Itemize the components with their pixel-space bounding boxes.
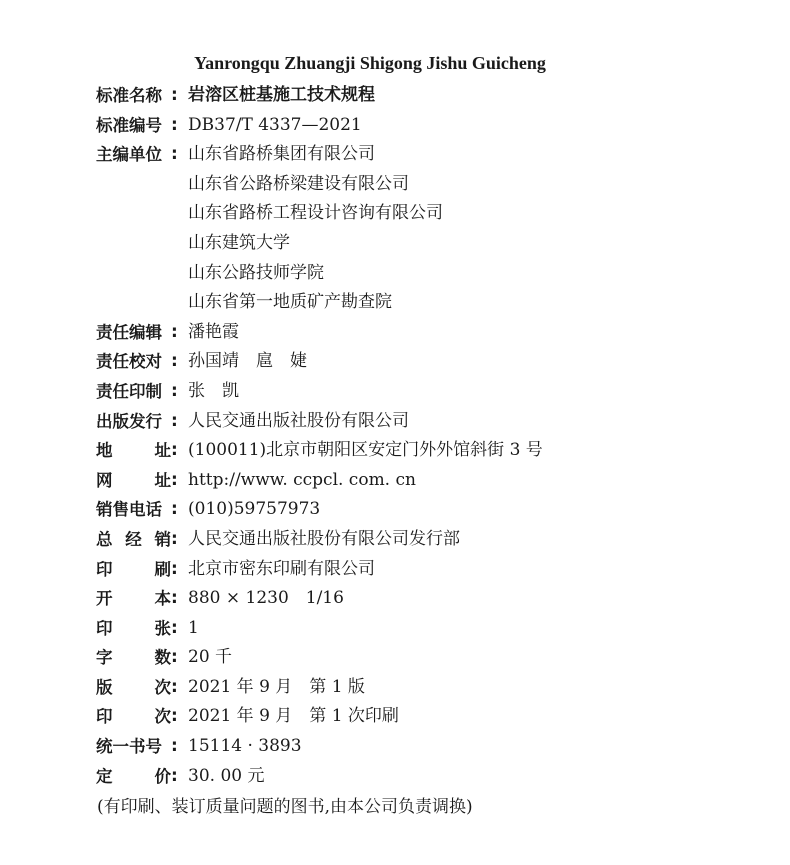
field-value: 北京市密东印刷有限公司 — [188, 558, 375, 579]
field-value: 20 千 — [188, 647, 233, 668]
field-label: 标准名称 — [96, 86, 162, 105]
field-separator: : — [171, 114, 178, 135]
colophon-fields — [96, 81, 543, 791]
field-value: 30. 00 元 — [188, 765, 265, 786]
colophon-row — [96, 643, 543, 673]
field-value: 山东建筑大学 — [188, 232, 290, 253]
field-value: 孙国靖 扈 婕 — [188, 351, 307, 372]
field-label: 责任印制 — [96, 381, 162, 401]
colophon-row — [96, 229, 543, 259]
colophon-row — [96, 111, 543, 141]
colophon-row — [96, 259, 543, 289]
colophon-row — [96, 170, 543, 200]
colophon-row — [96, 140, 543, 170]
field-separator: : — [171, 85, 178, 105]
field-label: 网 址 — [96, 470, 171, 490]
field-label: 定 价 — [96, 766, 171, 786]
colophon-row — [96, 377, 543, 407]
colophon-row — [96, 584, 543, 614]
colophon-row — [96, 732, 543, 762]
colophon-row — [96, 495, 543, 525]
field-separator: : — [171, 144, 178, 165]
field-label: 统一书号 — [96, 737, 162, 757]
colophon-row — [96, 525, 543, 555]
field-label: 印 次 — [96, 707, 171, 727]
colophon-row — [96, 318, 543, 348]
field-value: 张 凯 — [188, 380, 239, 401]
field-label — [96, 288, 171, 318]
colophon-row — [96, 555, 543, 585]
field-value: 岩溶区桩基施工技术规程 — [188, 85, 375, 105]
field-separator — [171, 288, 188, 318]
field-label: 总 经 销 — [96, 529, 171, 549]
field-label — [96, 229, 171, 259]
field-label: 印 刷 — [96, 559, 171, 579]
field-value: 2021 年 9 月 第 1 版 — [188, 676, 365, 697]
field-separator: : — [171, 528, 178, 549]
field-label: 版 次 — [96, 677, 171, 697]
colophon-row — [96, 702, 543, 732]
field-label: 出版发行 — [96, 411, 162, 431]
field-value: 15114 · 3893 — [188, 736, 302, 757]
pinyin-title: Yanrongqu Zhuangji Shigong Jishu Guicheng — [194, 53, 546, 73]
field-separator: : — [171, 321, 178, 342]
colophon-row — [96, 347, 543, 377]
field-value: 潘艳霞 — [188, 321, 239, 342]
field-label: 责任校对 — [96, 352, 162, 372]
field-value: 人民交通出版社股份有限公司发行部 — [188, 528, 460, 549]
field-separator: : — [171, 765, 178, 786]
field-value: 山东省公路桥梁建设有限公司 — [188, 173, 409, 194]
field-separator: : — [171, 440, 178, 461]
colophon-row — [96, 81, 543, 111]
field-separator: : — [171, 588, 178, 609]
field-separator: : — [171, 647, 178, 668]
quality-note: (有印刷、装订质量问题的图书,由本公司负责调换) — [97, 797, 473, 817]
field-label: 销售电话 — [96, 500, 162, 520]
field-label: 地 址 — [96, 441, 171, 461]
field-separator: : — [171, 410, 178, 431]
field-separator: : — [171, 706, 178, 727]
field-separator — [171, 199, 188, 229]
field-separator: : — [171, 558, 178, 579]
field-value: 2021 年 9 月 第 1 次印刷 — [188, 706, 399, 727]
field-value: 880 × 1230 1/16 — [188, 588, 344, 609]
field-separator — [171, 170, 188, 200]
field-separator: : — [171, 676, 178, 697]
field-value: http://www. ccpcl. com. cn — [188, 469, 416, 490]
colophon-row — [96, 436, 543, 466]
field-separator: : — [171, 380, 178, 401]
colophon-row — [96, 407, 543, 437]
field-separator: : — [171, 351, 178, 372]
field-value: 人民交通出版社股份有限公司 — [188, 410, 409, 431]
field-label — [96, 199, 171, 229]
field-label — [96, 170, 171, 200]
field-value: (010)59757973 — [188, 499, 321, 520]
field-label: 标准编号 — [96, 115, 162, 135]
field-label: 印 张 — [96, 618, 171, 638]
field-separator — [171, 229, 188, 259]
field-label: 责任编辑 — [96, 322, 162, 342]
field-value: 山东省路桥工程设计咨询有限公司 — [188, 203, 443, 224]
field-separator: : — [171, 469, 178, 490]
colophon-row — [96, 199, 543, 229]
field-separator: : — [171, 617, 178, 638]
field-value: DB37/T 4337—2021 — [188, 114, 362, 135]
colophon-row — [96, 466, 543, 496]
field-separator — [171, 259, 188, 289]
field-value: 1 — [188, 617, 199, 638]
field-label — [96, 259, 171, 289]
colophon-row — [96, 762, 543, 792]
field-label: 开 本 — [96, 589, 171, 609]
field-value: (100011)北京市朝阳区安定门外外馆斜街 3 号 — [188, 440, 543, 461]
field-label: 字 数 — [96, 648, 171, 668]
field-value: 山东省路桥集团有限公司 — [188, 144, 375, 165]
field-label: 主编单位 — [96, 145, 162, 165]
colophon-row — [96, 614, 543, 644]
field-separator: : — [171, 736, 178, 757]
colophon-row — [96, 288, 543, 318]
field-separator: : — [171, 499, 178, 520]
colophon-row — [96, 673, 543, 703]
field-value: 山东省第一地质矿产勘查院 — [188, 292, 392, 313]
field-value: 山东公路技师学院 — [188, 262, 324, 283]
